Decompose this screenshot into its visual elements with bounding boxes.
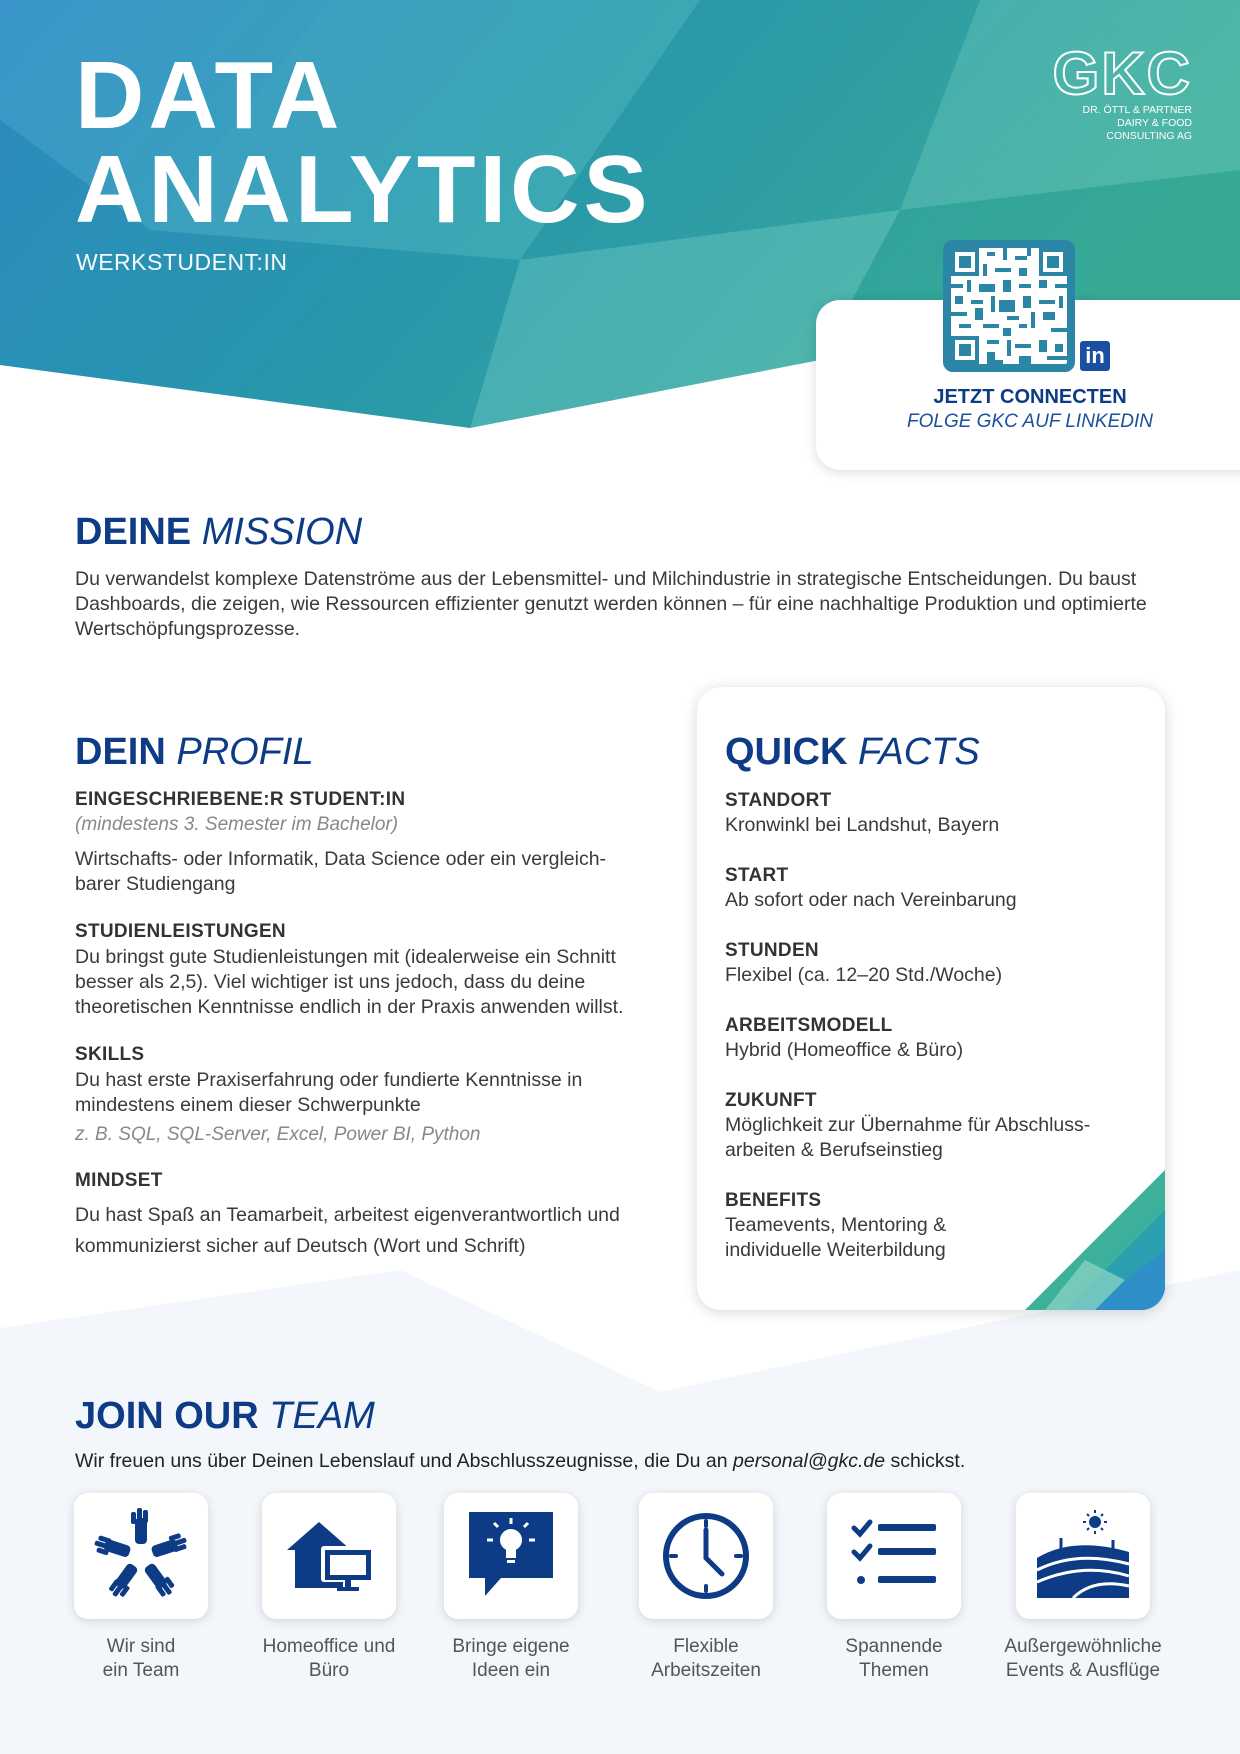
fact-label-work-model: ARBEITSMODELL: [725, 1015, 893, 1036]
qr-code-pattern: [951, 248, 1067, 364]
profile-hint-semester: (mindestens 3. Semester im Bachelor): [75, 814, 399, 835]
profile-heading: [75, 733, 314, 771]
fact-text-benefits: Teamevents, Mentoring & individuelle Weiterbildung: [725, 1214, 947, 1261]
benefit-label-events-1: Außergewöhnliche: [1004, 1636, 1162, 1657]
facts-heading-italic: FACTS: [858, 731, 980, 773]
logo-mark: GKC: [1052, 40, 1192, 107]
benefit-label-topics-1: Spannende: [845, 1636, 943, 1657]
benefit-label-ideas-2: Ideen ein: [471, 1660, 551, 1681]
job-subtitle: WERKSTUDENT:IN: [76, 249, 288, 275]
fact-text-start: Ab sofort oder nach Vereinbarung: [725, 889, 1017, 911]
fact-label-benefits: BENEFITS: [725, 1190, 822, 1211]
join-text: [75, 1450, 965, 1473]
profile-text-mindset: Du hast Spaß an Teamarbeit, arbeitest eigenverantwortlich und kommunizierst sicher auf Deutsch (Wort und Schrift): [75, 1204, 620, 1257]
benefit-label-team: [51, 1635, 231, 1683]
title-line-analytics: ANALYTICS: [75, 136, 652, 243]
benefit-tile-topics: [827, 1493, 961, 1619]
fact-text-future: Möglichkeit zur Übernahme für Abschluss-arbeiten & Berufseinstieg: [725, 1114, 1091, 1161]
clock-icon: [656, 1506, 756, 1606]
fact-label-hours: STUNDEN: [725, 940, 819, 961]
landscape-icon: [1033, 1506, 1133, 1606]
benefit-label-time-1: Flexible: [673, 1636, 739, 1657]
mission-heading: [75, 513, 362, 551]
connect-title: JETZT CONNECTEN: [933, 386, 1127, 408]
fact-label-start: START: [725, 865, 789, 886]
profile-label-mindset: MINDSET: [75, 1170, 163, 1191]
profile-heading-bold: DEIN: [75, 731, 166, 773]
fact-text-work-model: Hybrid (Homeoffice & Büro): [725, 1039, 964, 1061]
profile-hint-skills: z. B. SQL, SQL-Server, Excel, Power BI, Python: [75, 1124, 481, 1145]
join-text-after: schickst.: [885, 1450, 966, 1472]
mission-heading-italic: MISSION: [201, 511, 363, 553]
profile-label-performance: STUDIENLEISTUNGEN: [75, 921, 286, 942]
benefit-label-homeoffice-2: Büro: [308, 1660, 350, 1681]
checklist-icon: [844, 1506, 944, 1606]
benefit-tile-homeoffice: [262, 1493, 396, 1619]
logo-line-1: DR. ÖTTL & PARTNER: [1082, 104, 1192, 116]
benefit-label-time-2: Arbeitszeiten: [651, 1660, 761, 1681]
facts-heading-bold: QUICK: [725, 731, 848, 773]
benefit-tile-team: [74, 1493, 208, 1619]
linkedin-icon[interactable]: in: [1080, 341, 1110, 371]
profile-heading-italic: PROFIL: [176, 731, 314, 773]
idea-bubble-icon: [461, 1506, 561, 1606]
join-text-before: Wir freuen uns über Deinen Lebenslauf und Abschlusszeugnisse, die Du an: [75, 1450, 733, 1472]
join-heading: [75, 1397, 375, 1435]
facts-corner-decoration: [1025, 1170, 1165, 1310]
benefit-label-events-2: Events & Ausflüge: [1005, 1660, 1161, 1681]
benefit-label-ideas-1: Bringe eigene: [452, 1636, 570, 1657]
facts-heading: [725, 733, 980, 771]
join-heading-italic: TEAM: [269, 1395, 375, 1437]
benefit-tile-events: [1016, 1493, 1150, 1619]
benefit-label-homeoffice-1: Homeoffice und: [262, 1636, 396, 1657]
benefit-label-time: [616, 1635, 796, 1683]
profile-label-student: EINGESCHRIEBENE:R STUDENT:IN: [75, 789, 406, 810]
mission-heading-bold: DEINE: [75, 511, 192, 553]
home-office-icon: [279, 1506, 379, 1606]
benefit-label-team-2: ein Team: [102, 1660, 180, 1681]
connect-subtitle[interactable]: FOLGE GKC AUF LINKEDIN: [907, 411, 1153, 432]
benefit-tile-ideas: [444, 1493, 578, 1619]
join-heading-bold: JOIN OUR: [75, 1395, 259, 1437]
company-logo: [1052, 40, 1192, 143]
benefit-tile-time: [639, 1493, 773, 1619]
profile-label-skills: SKILLS: [75, 1044, 145, 1065]
qr-code[interactable]: [943, 240, 1075, 372]
logo-line-2: DAIRY & FOOD: [1117, 117, 1192, 129]
benefit-label-team-1: Wir sind: [106, 1636, 176, 1657]
benefit-label-events: [993, 1635, 1173, 1683]
fact-text-location: Kronwinkl bei Landshut, Bayern: [725, 814, 1000, 836]
profile-text-student: Wirtschafts- oder Informatik, Data Science oder ein vergleich-barer Studiengang: [75, 848, 607, 895]
team-hands-icon: [91, 1506, 191, 1606]
profile-text-skills: Du hast erste Praxiserfahrung oder fundierte Kenntnisse in mindestens einem dieser Schwerpunkte: [75, 1069, 583, 1116]
title-line-data: DATA: [75, 42, 344, 149]
logo-line-3: CONSULTING AG: [1106, 130, 1192, 142]
profile-text-performance: Du bringst gute Studienleistungen mit (idealerweise ein Schnitt besser als 2,5). Viel wichtiger ist uns jedoch, dass du deine theoretischen Kenntnisse endlich in der Praxis anwenden willst.: [75, 946, 624, 1018]
benefit-label-topics-2: Themen: [859, 1660, 929, 1681]
mission-text: Du verwandelst komplexe Datenströme aus der Lebensmittel- und Milchindustrie in strategische Entscheidungen. Du baust Dashboards, die zeigen, wie Ressourcen effizienter genutzt werden können – für eine nachhaltige Produktion und optimierte Wertschöpfungsprozesse.: [75, 568, 1147, 640]
benefit-label-homeoffice: [239, 1635, 419, 1683]
benefit-label-topics: [804, 1635, 984, 1683]
benefit-label-ideas: [421, 1635, 601, 1683]
fact-label-location: STANDORT: [725, 790, 832, 811]
email-link[interactable]: personal@gkc.de: [733, 1450, 886, 1472]
fact-text-hours: Flexibel (ca. 12–20 Std./Woche): [725, 964, 1003, 986]
fact-label-future: ZUKUNFT: [725, 1090, 817, 1111]
